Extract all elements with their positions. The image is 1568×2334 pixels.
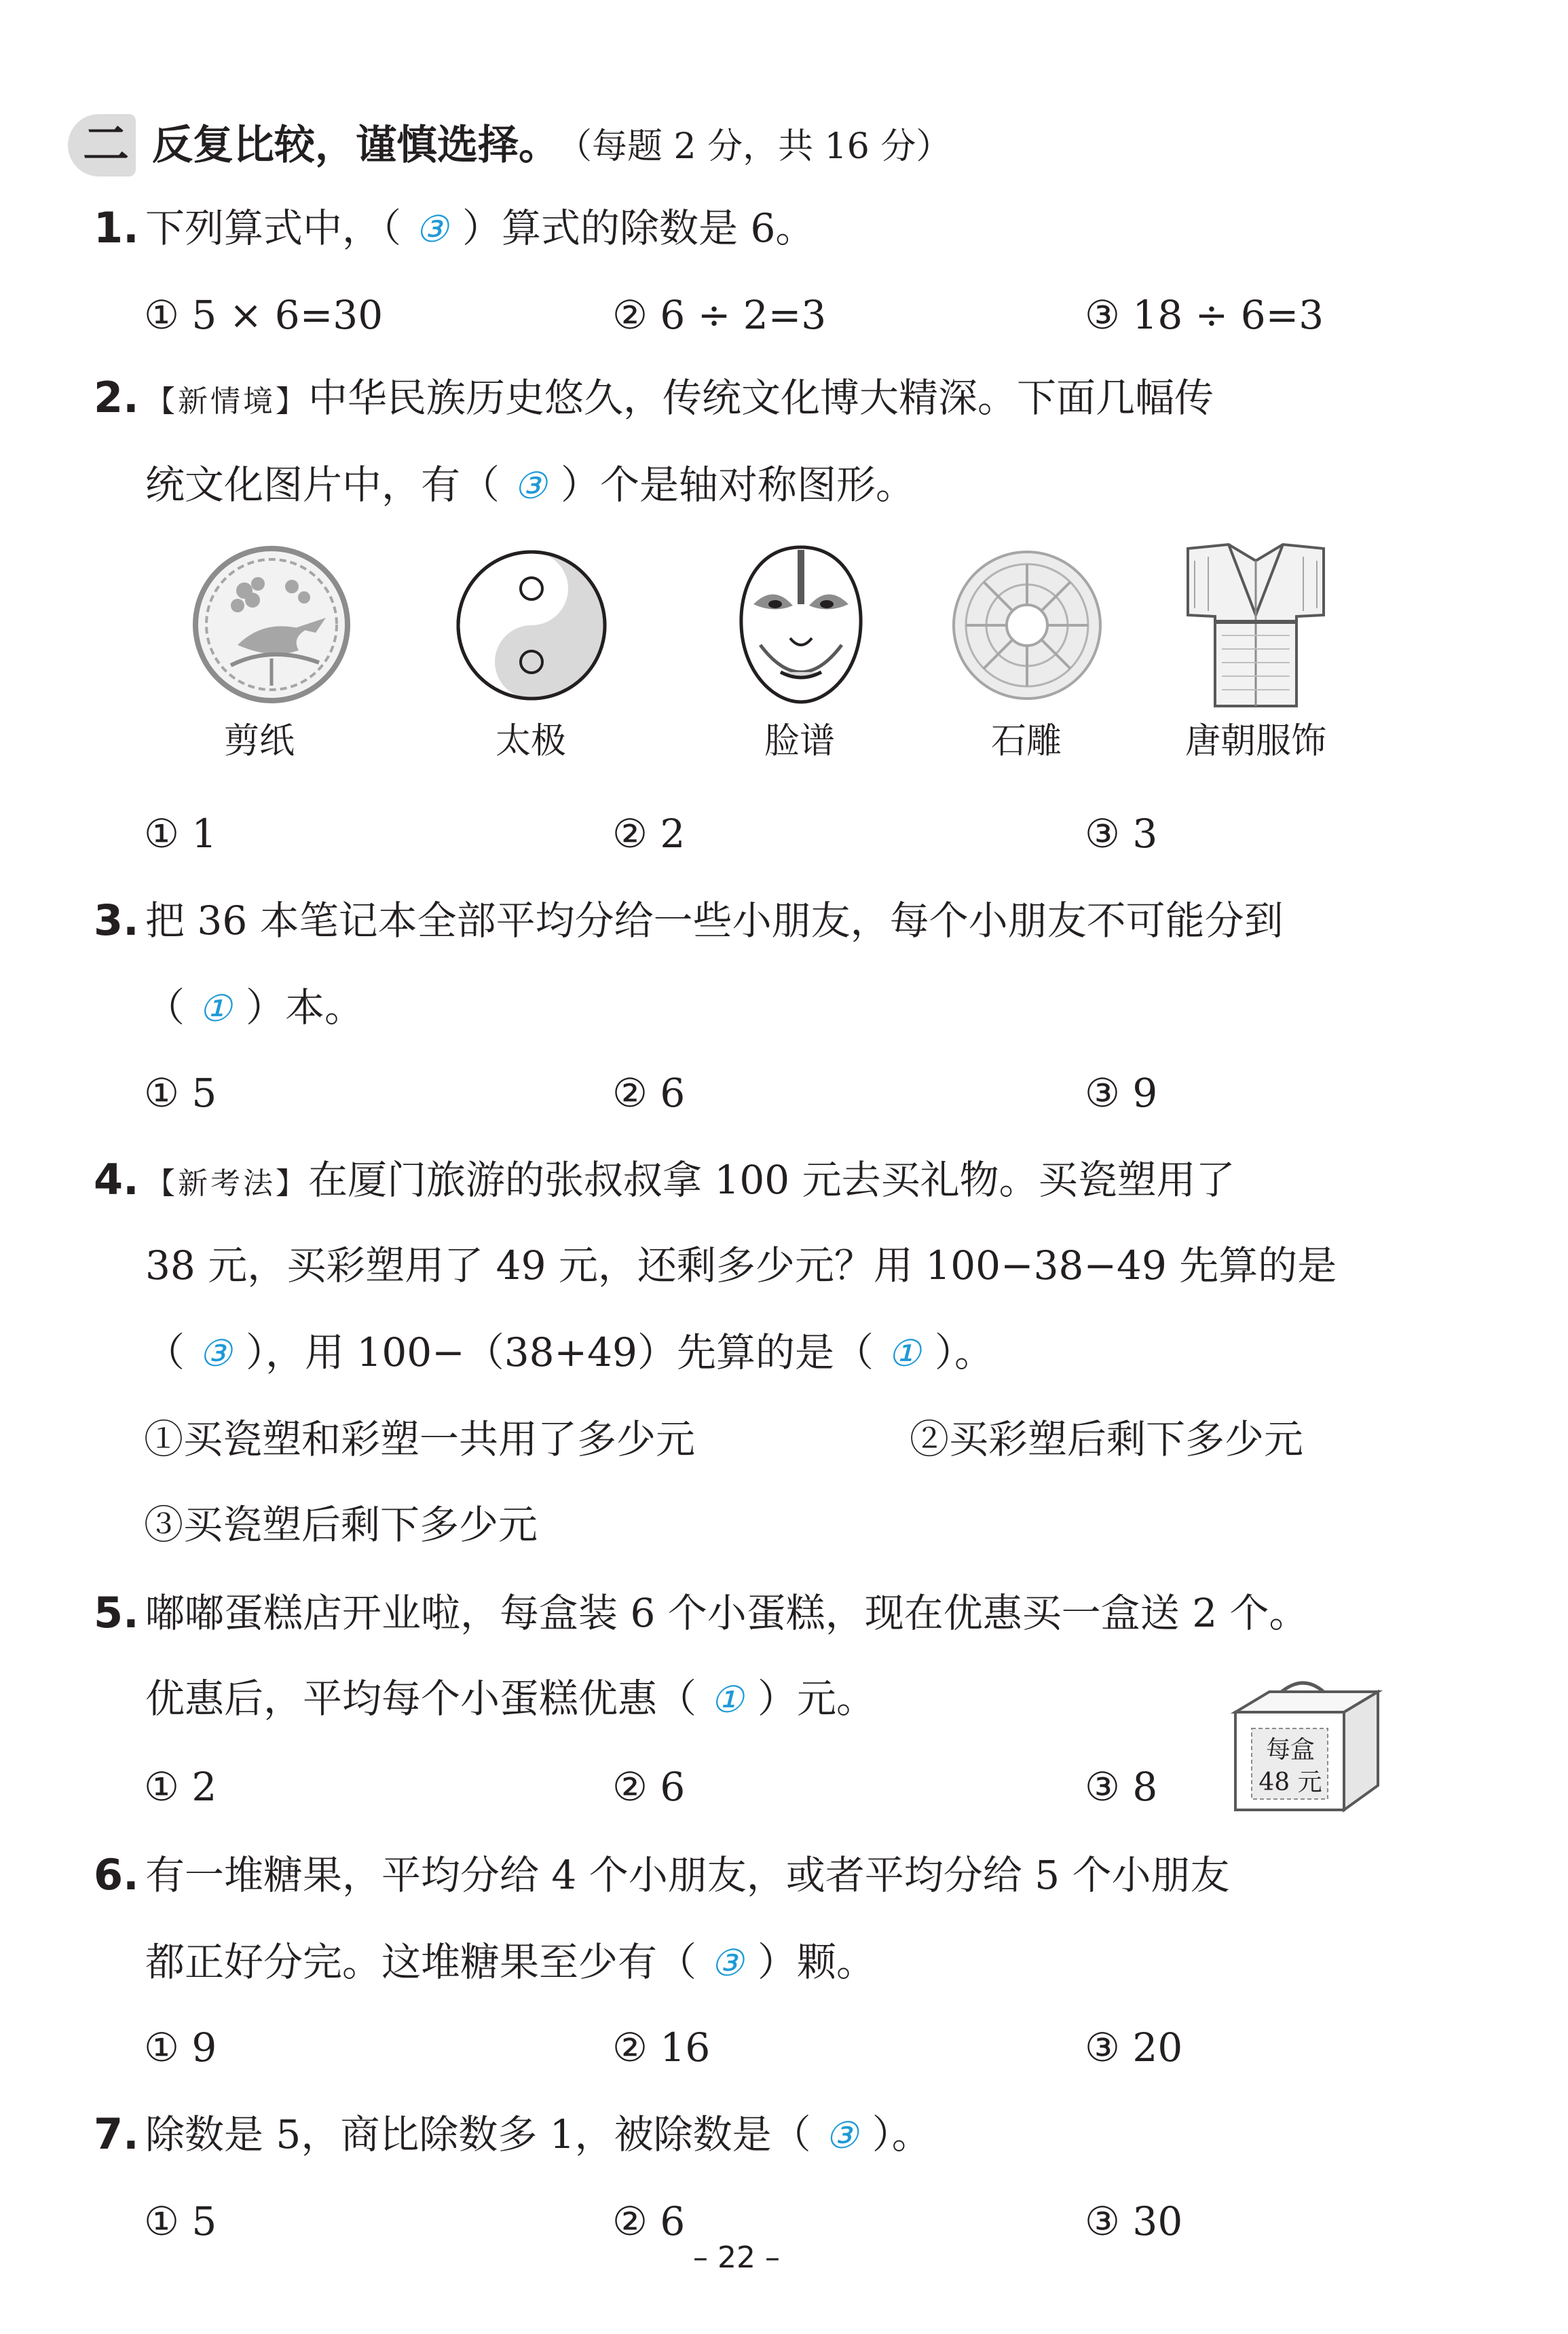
image-caption: 石雕 [990, 721, 1062, 762]
option-2: ② 6 [612, 1070, 686, 1116]
question-number: 2. [94, 373, 139, 422]
opera-mask-icon [733, 543, 869, 706]
question-number: 3. [94, 895, 139, 945]
cake-box-price: 48 元 [1258, 1768, 1322, 1796]
option-1: ①买瓷塑和彩塑一共用了多少元 [144, 1416, 696, 1462]
cake-box-label: 每盒 [1265, 1736, 1315, 1764]
answer-mark: ① [198, 987, 232, 1030]
stone-carving-icon [950, 549, 1104, 702]
section-number: 二 [83, 118, 130, 172]
option-3: ③ 20 [1085, 2024, 1183, 2071]
option-1: ① 2 [144, 1764, 217, 1810]
question-tag: 【新考法】 [145, 1166, 308, 1201]
answer-mark: ③ [415, 208, 449, 251]
question-text: 都正好分完。这堆糖果至少有（ ③ ）颗。 [145, 1935, 876, 1990]
option-2: ② 6 ÷ 2=3 [612, 292, 827, 338]
question-text: 统文化图片中，有（ ③ ）个是轴对称图形。 [145, 458, 915, 513]
question-number: 7. [94, 2109, 139, 2159]
page-number: – 22 – [693, 2240, 780, 2275]
question-text: 【新情境】中华民族历史悠久，传统文化博大精深。下面几幅传 [145, 375, 1214, 421]
answer-mark: ① [887, 1332, 921, 1375]
option-3: ③ 9 [1085, 1070, 1158, 1116]
paper-cut-icon [190, 543, 353, 706]
question-text: 优惠后，平均每个小蛋糕优惠（ ① ）元。 [145, 1671, 876, 1727]
image-caption: 唐朝服饰 [1184, 721, 1326, 762]
option-1: ① 9 [144, 2024, 217, 2071]
question-number: 5. [94, 1588, 139, 1637]
question-tag: 【新情境】 [145, 384, 308, 419]
question-text: 嘟嘟蛋糕店开业啦，每盒装 6 个小蛋糕，现在优惠买一盒送 2 个。 [145, 1590, 1309, 1636]
question-text: 下列算式中，（ ③ ）算式的除数是 6。 [145, 201, 815, 257]
question-text: （ ③ ），用 100−（38+49）先算的是（ ① ）。 [145, 1325, 994, 1381]
option-1: ① 5 × 6=30 [144, 292, 384, 338]
question-text: 除数是 5，商比除数多 1，被除数是（ ③ ）。 [145, 2107, 931, 2163]
option-1: ① 5 [144, 1070, 217, 1116]
image-caption: 脸谱 [764, 721, 835, 762]
option-2: ②买彩塑后剩下多少元 [910, 1416, 1304, 1462]
question-number: 4. [94, 1155, 139, 1204]
section-title: 反复比较，谨慎选择。 [152, 122, 559, 169]
answer-mark: ③ [513, 464, 547, 507]
option-2: ② 2 [612, 811, 686, 857]
option-2: ② 6 [612, 1764, 686, 1810]
option-2: ② 6 [612, 2198, 686, 2244]
option-3: ③ 3 [1085, 811, 1158, 857]
option-2: ② 16 [612, 2024, 711, 2071]
section-note: （每题 2 分，共 16 分） [557, 126, 952, 167]
question-number: 1. [94, 203, 139, 253]
tang-costume-icon [1181, 540, 1330, 710]
answer-mark: ③ [198, 1332, 232, 1375]
option-1: ① 1 [144, 811, 217, 857]
question-text: 38 元，买彩塑用了 49 元，还剩多少元？用 100−38−49 先算的是 [145, 1242, 1337, 1289]
option-3: ③ 18 ÷ 6=3 [1085, 292, 1324, 338]
answer-mark: ③ [710, 1942, 744, 1984]
image-caption: 太极 [495, 721, 566, 762]
option-3: ③买瓷塑后剩下多少元 [144, 1502, 538, 1548]
question-text: 把 36 本笔记本全部平均分给一些小朋友，每个小朋友不可能分到 [145, 897, 1284, 944]
image-caption: 剪纸 [223, 721, 295, 762]
answer-mark: ① [710, 1678, 744, 1721]
answer-mark: ③ [825, 2114, 858, 2157]
option-3: ③ 8 [1085, 1764, 1158, 1810]
question-text: 有一堆糖果，平均分给 4 个小朋友，或者平均分给 5 个小朋友 [145, 1852, 1230, 1898]
option-3: ③ 30 [1085, 2198, 1183, 2244]
option-1: ① 5 [144, 2198, 217, 2244]
question-text: （ ① ）本。 [145, 980, 364, 1036]
question-text: 【新考法】在厦门旅游的张叔叔拿 100 元去买礼物。买瓷塑用了 [145, 1157, 1235, 1203]
taiji-icon [455, 549, 608, 702]
question-number: 6. [94, 1850, 139, 1900]
